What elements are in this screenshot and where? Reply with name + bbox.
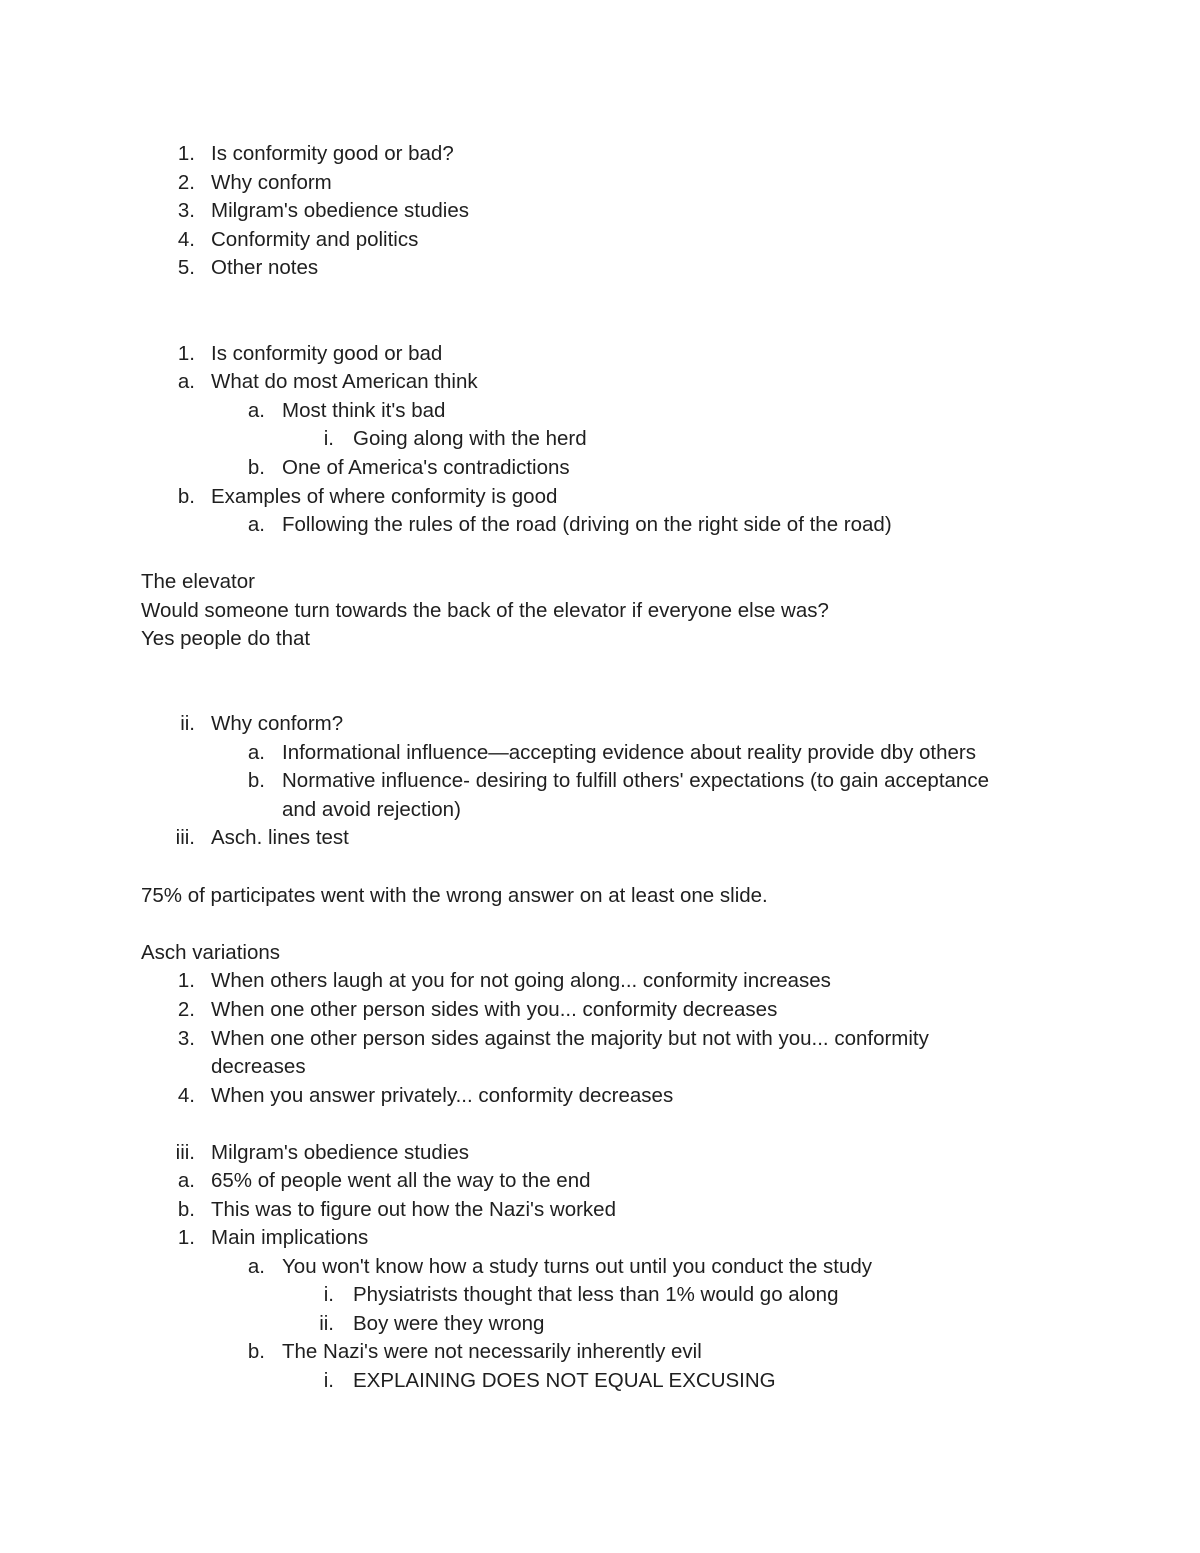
list-marker: b. bbox=[177, 1198, 195, 1221]
list-item-text: Why conform? bbox=[211, 712, 344, 735]
list-marker: ii. bbox=[319, 1312, 334, 1335]
list-marker: iii. bbox=[175, 1141, 195, 1164]
list-item-text: EXPLAINING DOES NOT EQUAL EXCUSING bbox=[353, 1369, 776, 1392]
list-marker: a. bbox=[247, 399, 265, 422]
list-item-text: Physiatrists thought that less than 1% would go along bbox=[353, 1283, 839, 1306]
list-item-text: You won't know how a study turns out until you conduct the study bbox=[282, 1255, 873, 1278]
list-item-text: Why conform bbox=[211, 171, 332, 194]
list-marker: 4. bbox=[177, 228, 195, 251]
list-marker: 3. bbox=[177, 199, 195, 222]
paragraph-text: The elevator bbox=[141, 570, 255, 593]
list-item-text: Conformity and politics bbox=[211, 228, 419, 251]
list-item-text: Is conformity good or bad? bbox=[211, 142, 454, 165]
list-marker: b. bbox=[177, 485, 195, 508]
list-marker: i. bbox=[323, 1369, 334, 1392]
list-item-text: Boy were they wrong bbox=[353, 1312, 545, 1335]
list-item-text: Milgram's obedience studies bbox=[211, 199, 470, 222]
paragraph-text: Yes people do that bbox=[141, 627, 311, 650]
list-marker: b. bbox=[247, 1340, 265, 1363]
list-marker: 5. bbox=[177, 256, 195, 279]
list-marker: 1. bbox=[177, 969, 195, 992]
list-marker: i. bbox=[323, 427, 334, 450]
list-marker: b. bbox=[247, 769, 265, 792]
list-item-text: This was to figure out how the Nazi's worked bbox=[211, 1198, 616, 1221]
list-marker: i. bbox=[323, 1283, 334, 1306]
list-item-text: Informational influence—accepting evidence about reality provide dby others bbox=[282, 741, 976, 764]
list-marker: 3. bbox=[177, 1027, 195, 1050]
list-item-text: 65% of people went all the way to the end bbox=[211, 1169, 591, 1192]
list-item-text: Is conformity good or bad bbox=[211, 342, 443, 365]
list-marker: 1. bbox=[177, 142, 195, 165]
list-marker: ii. bbox=[180, 712, 195, 735]
list-marker: a. bbox=[247, 1255, 265, 1278]
list-marker: 4. bbox=[177, 1084, 195, 1107]
list-item-text: One of America's contradictions bbox=[282, 456, 570, 479]
list-item-text: Most think it's bad bbox=[282, 399, 446, 422]
list-marker: 1. bbox=[177, 1226, 195, 1249]
list-item-text: Going along with the herd bbox=[353, 427, 587, 450]
list-marker: b. bbox=[247, 456, 265, 479]
list-marker: 2. bbox=[177, 171, 195, 194]
list-item-text: The Nazi's were not necessarily inherently evil bbox=[282, 1340, 702, 1363]
list-item-text: Following the rules of the road (driving on the right side of the road) bbox=[282, 513, 892, 536]
list-marker: a. bbox=[177, 370, 195, 393]
list-item-text: When others laugh at you for not going along... conformity increases bbox=[211, 969, 831, 992]
list-marker: a. bbox=[247, 741, 265, 764]
list-item-text: Main implications bbox=[211, 1226, 369, 1249]
list-item-text: When one other person sides against the majority but not with you... conformity bbox=[211, 1027, 929, 1050]
list-item-text: Examples of where conformity is good bbox=[211, 485, 558, 508]
list-item-text: and avoid rejection) bbox=[282, 798, 461, 821]
paragraph-text: Would someone turn towards the back of the elevator if everyone else was? bbox=[141, 599, 829, 622]
list-marker: 2. bbox=[177, 998, 195, 1021]
paragraph-text: 75% of participates went with the wrong answer on at least one slide. bbox=[141, 884, 768, 907]
list-item-text: What do most American think bbox=[211, 370, 478, 393]
list-item-text: Other notes bbox=[211, 256, 319, 279]
list-marker: 1. bbox=[177, 342, 195, 365]
list-item-text: When one other person sides with you... conformity decreases bbox=[211, 998, 778, 1021]
paragraph-text: Asch variations bbox=[141, 941, 281, 964]
list-item-text: Milgram's obedience studies bbox=[211, 1141, 470, 1164]
list-item-text: Asch. lines test bbox=[211, 826, 349, 849]
list-marker: a. bbox=[177, 1169, 195, 1192]
list-item-text: When you answer privately... conformity decreases bbox=[211, 1084, 674, 1107]
list-marker: iii. bbox=[175, 826, 195, 849]
list-item-text: decreases bbox=[211, 1055, 306, 1078]
list-item-text: Normative influence- desiring to fulfill others' expectations (to gain acceptance bbox=[282, 769, 989, 792]
list-marker: a. bbox=[247, 513, 265, 536]
